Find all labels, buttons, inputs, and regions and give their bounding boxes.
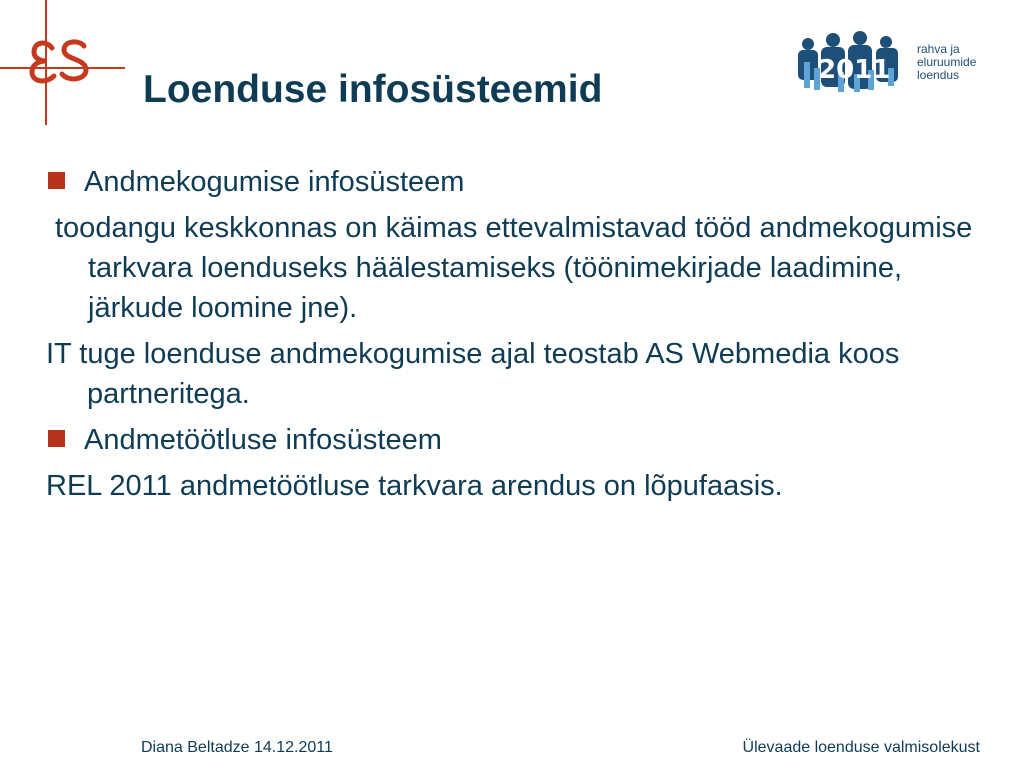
paragraph-it-support: IT tuge loenduse andmekogumise ajal teostab AS Webmedia koos partneritega.	[46, 338, 900, 410]
bullet-item-data-processing	[46, 420, 996, 460]
bullet-text: Andmetöötluse infosüsteem	[84, 424, 442, 456]
census-logo-year: 2011	[818, 55, 891, 85]
slide-content	[46, 162, 996, 512]
bullet-text: Andmekogumise infosüsteem	[84, 166, 465, 198]
square-bullet-icon	[48, 430, 65, 447]
census-2011-logo	[790, 28, 1010, 96]
square-bullet-icon	[48, 172, 65, 189]
census-logo-line-3: loendus	[917, 68, 960, 82]
statistics-estonia-logo	[0, 0, 125, 125]
page-title: Loenduse infosüsteemid	[143, 68, 603, 111]
bullet-item-data-collection	[46, 162, 996, 202]
census-logo-line-2: eluruumide	[917, 55, 977, 69]
census-logo-line-1: rahva ja	[917, 42, 960, 56]
footer-author-date: Diana Beltadze 14.12.2011	[141, 739, 333, 756]
paragraph-rel-2011: REL 2011 andmetöötluse tarkvara arendus on lõpufaasis.	[46, 470, 783, 502]
paragraph-production-environment: toodangu keskkonnas on käimas ettevalmistavad tööd andmekogumise tarkvara loenduseks häälestamiseks (töönimekirjade laadimine, järkude loomine jne).	[55, 212, 973, 324]
footer-presentation-title: Ülevaade loenduse valmisolekust	[742, 739, 980, 756]
census-logo-text	[917, 43, 976, 82]
